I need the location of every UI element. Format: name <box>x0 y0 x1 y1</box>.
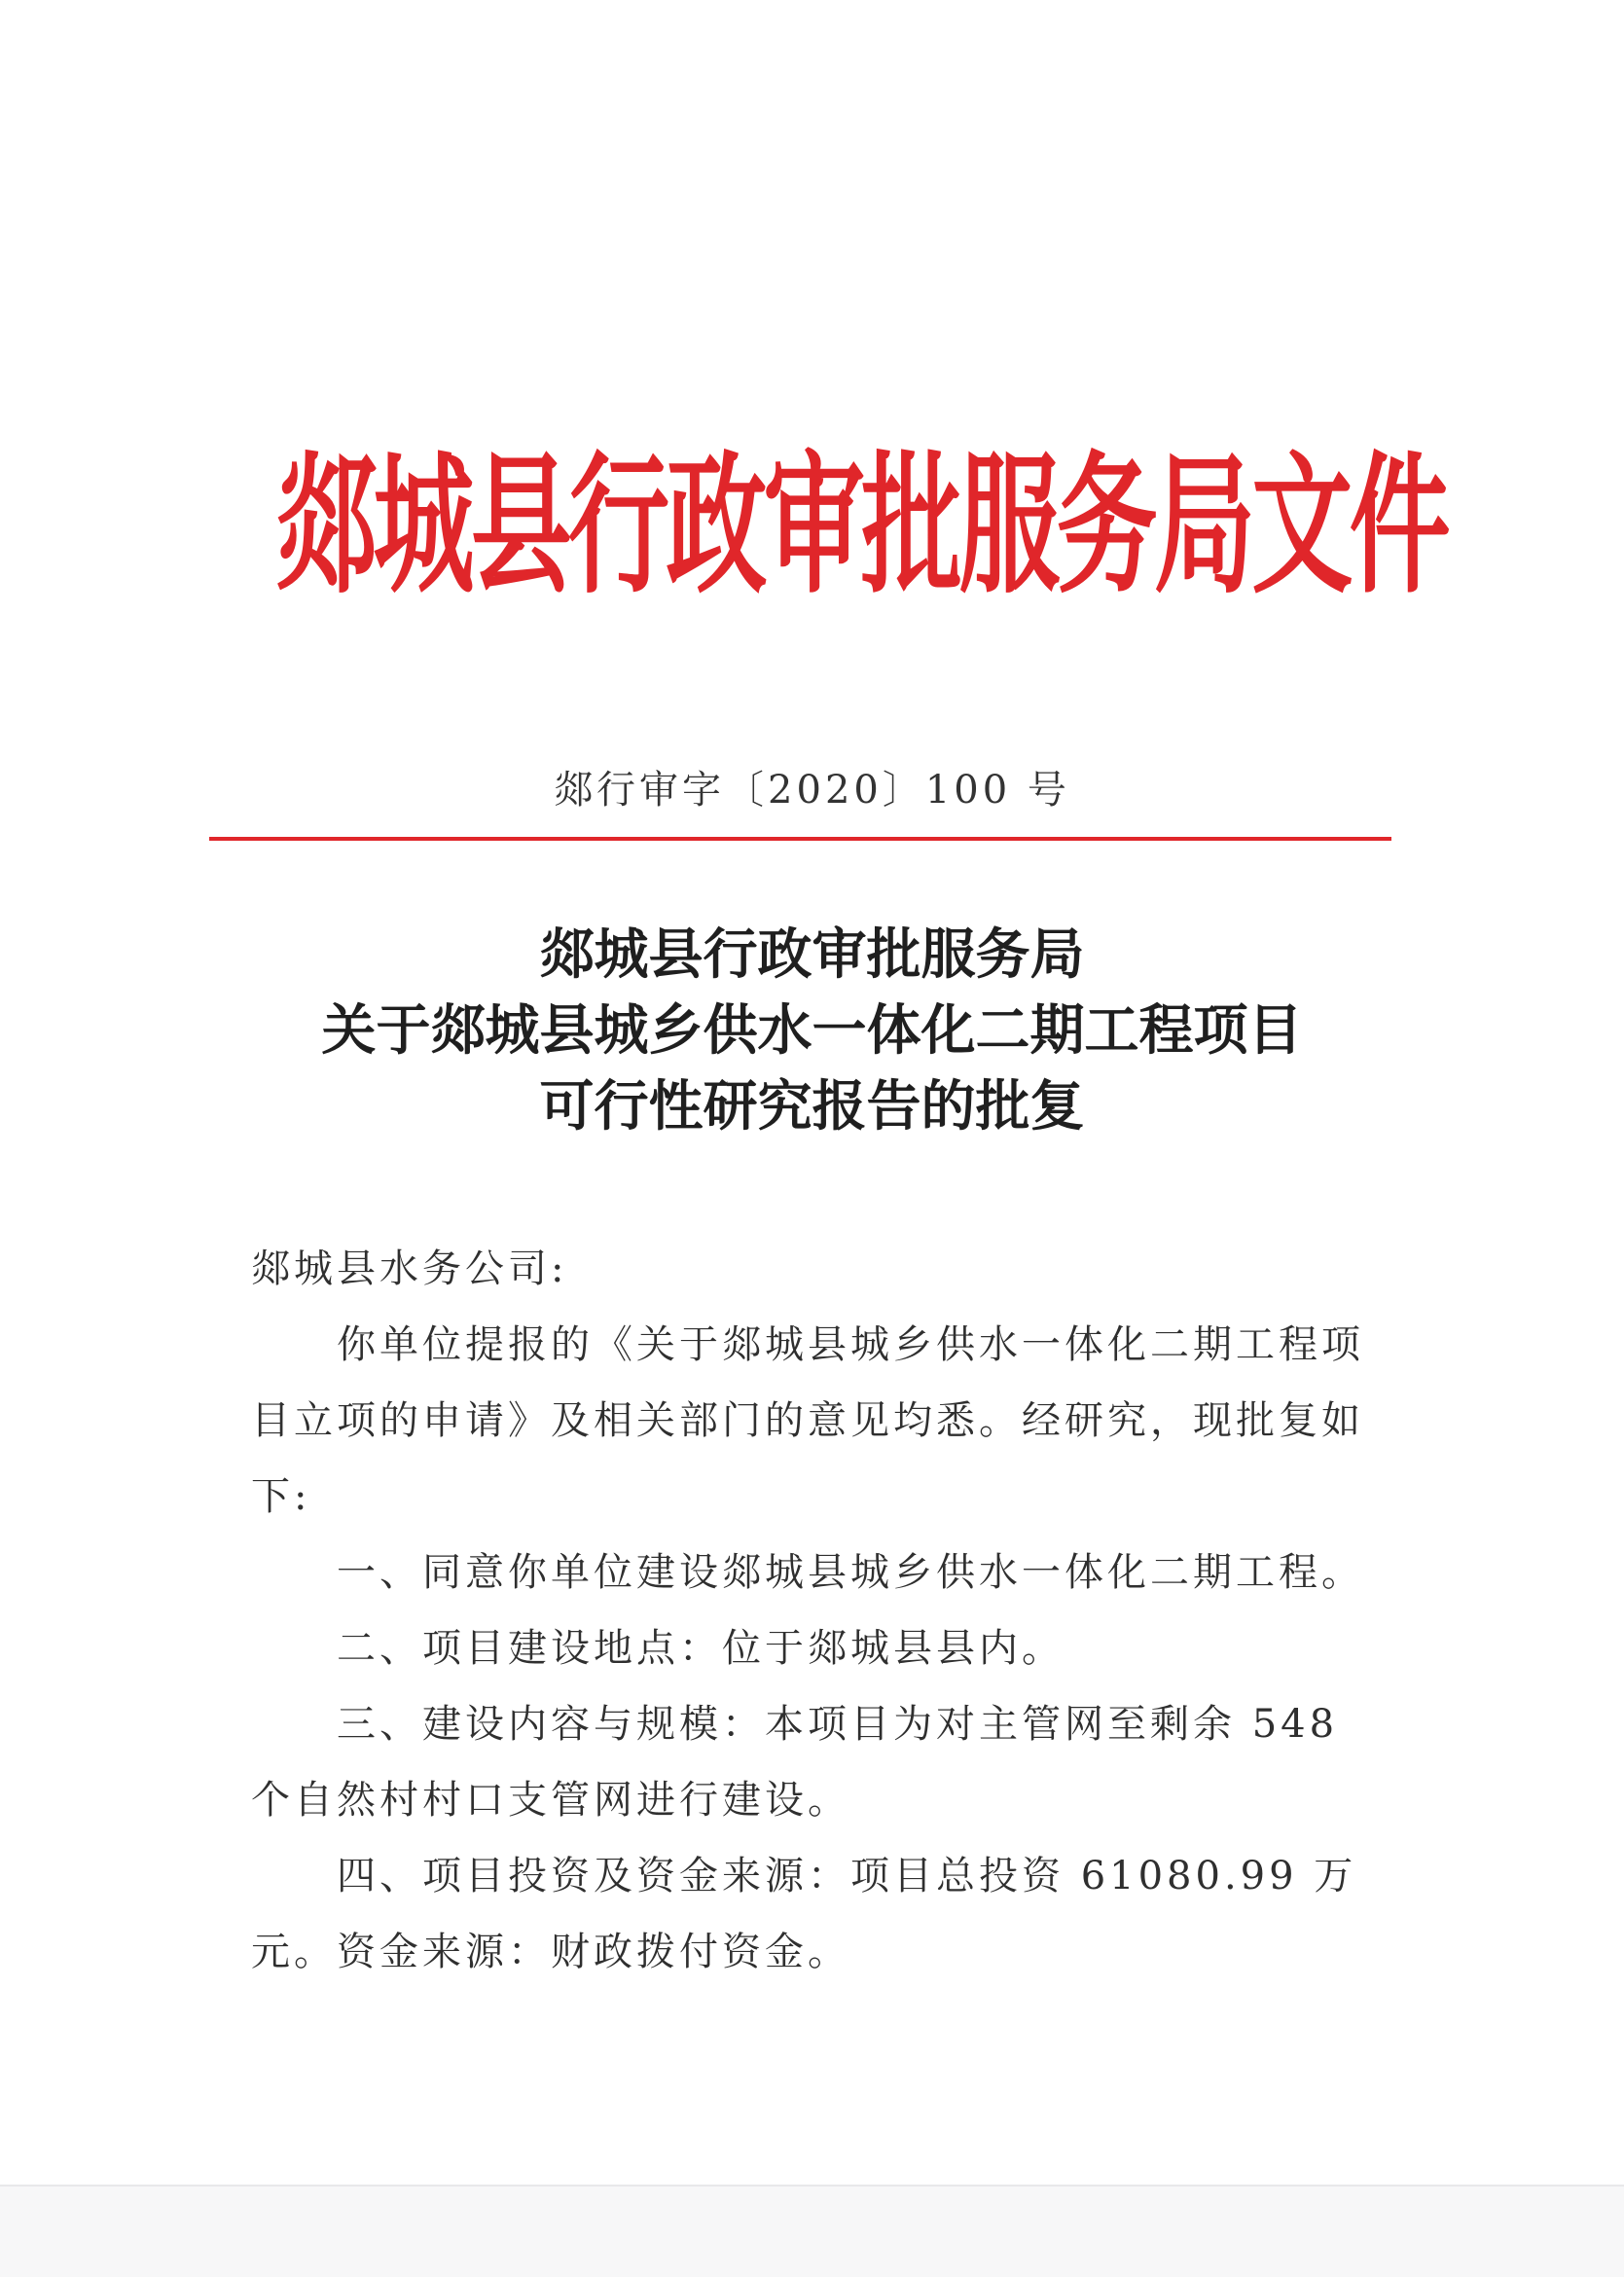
document-title <box>0 917 1624 1144</box>
title-line-2: 关于郯城县城乡供水一体化二期工程项目 <box>321 998 1303 1063</box>
scan-bottom-edge <box>0 2185 1624 2277</box>
title-line-3: 可行性研究报告的批复 <box>539 1074 1085 1138</box>
document-body <box>251 1231 1380 1990</box>
approval-item-4: 四、项目投资及资金来源：项目总投资 61080.99 万元。资金来源：财政拨付资金。 <box>251 1854 1357 1974</box>
approval-item-2: 二、项目建设地点：位于郯城县县内。 <box>337 1626 1065 1671</box>
approval-item-3: 三、建设内容与规模：本项目为对主管网至剩余 548 个自然村村口支管网进行建设。 <box>251 1702 1339 1823</box>
title-line-1: 郯城县行政审批服务局 <box>539 922 1085 987</box>
red-divider-rule <box>209 837 1391 841</box>
addressee: 郯城县水务公司: <box>251 1247 568 1291</box>
document-number: 郯行审字〔2020〕100 号 <box>554 768 1070 813</box>
body-paragraph: 你单位提报的《关于郯城县城乡供水一体化二期工程项目立项的申请》及相关部门的意见均悉。经研究，现批复如下: <box>251 1322 1364 1519</box>
approval-item-1: 一、同意你单位建设郯城县城乡供水一体化二期工程。 <box>337 1550 1364 1595</box>
document-masthead: 郯城县行政审批服务局文件 <box>275 435 1448 615</box>
scan-bottom-edge-line <box>0 2185 1624 2187</box>
